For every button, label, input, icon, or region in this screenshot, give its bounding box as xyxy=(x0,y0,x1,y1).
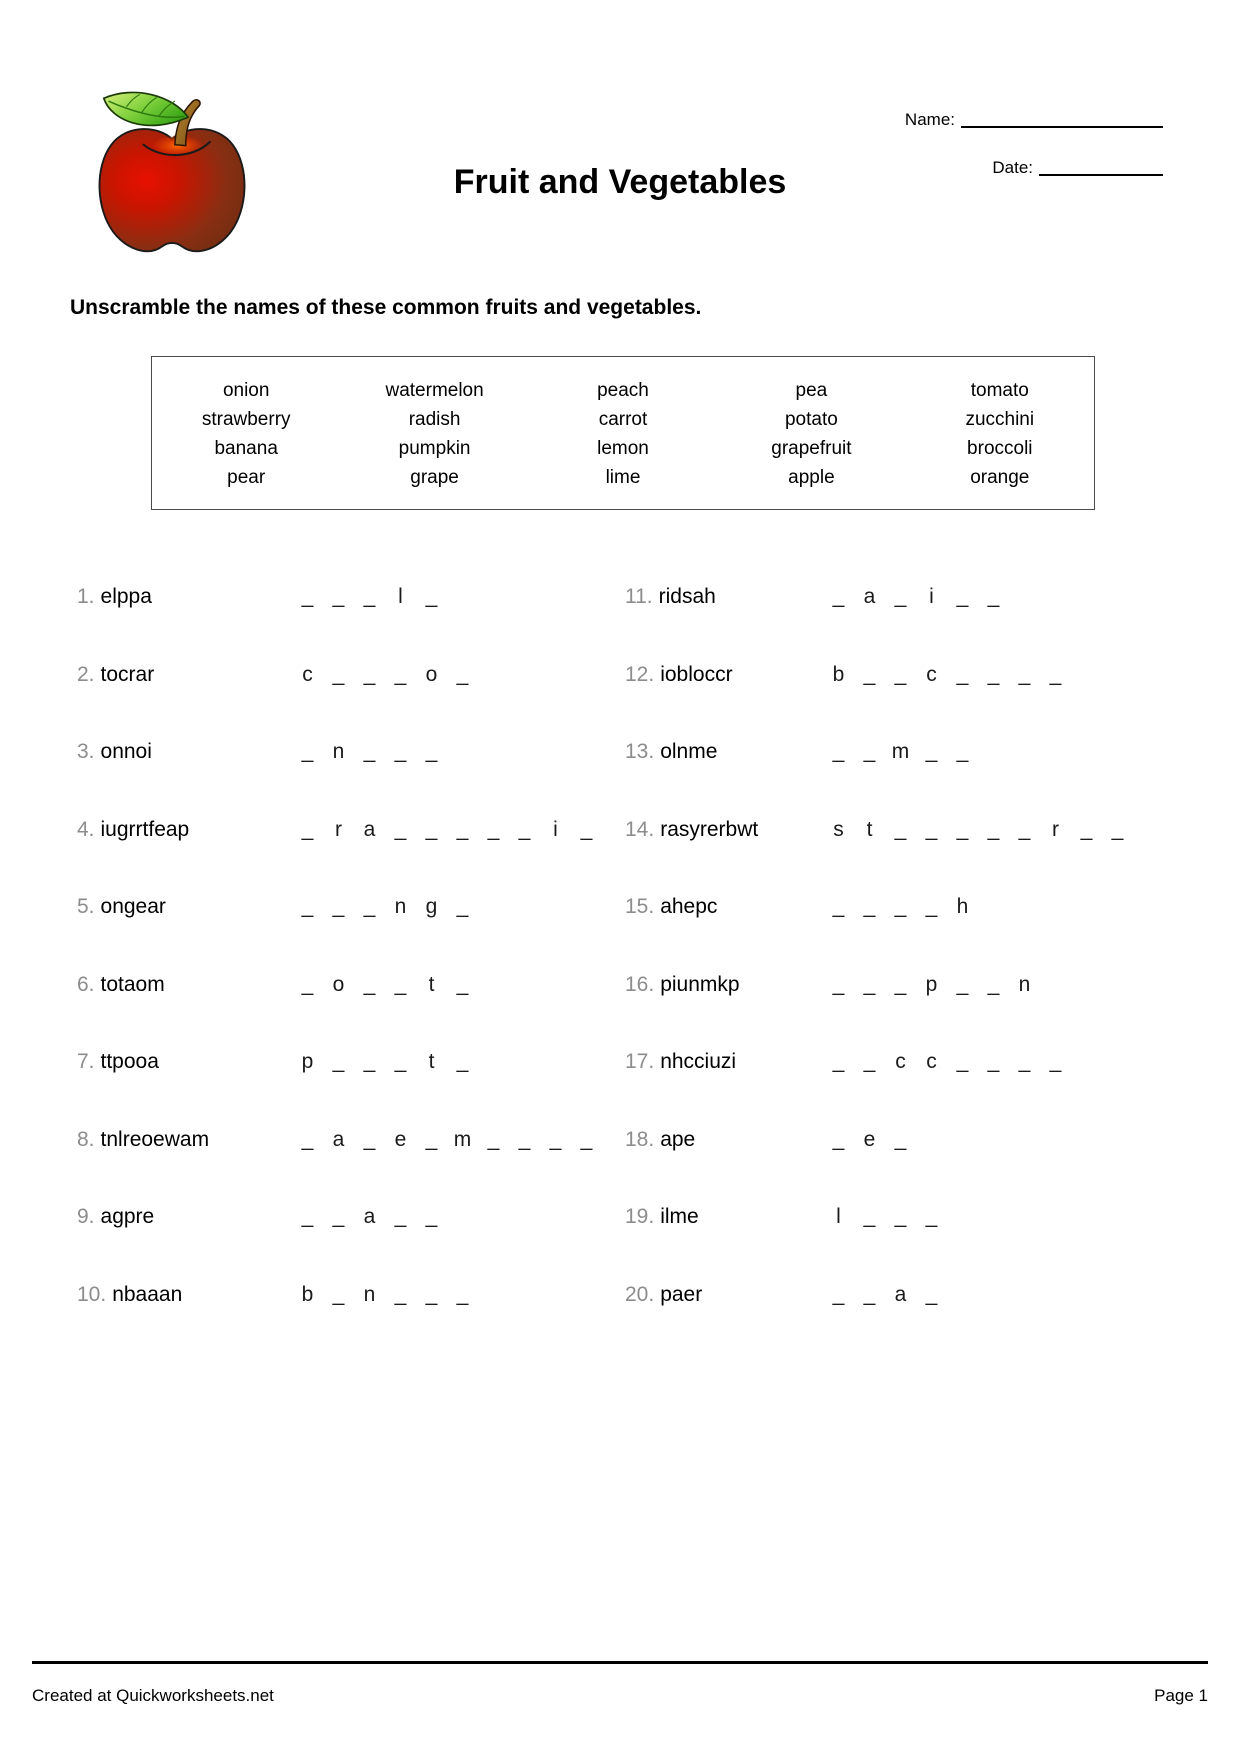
item-number: 18. xyxy=(625,1127,655,1151)
answer-letter-hint: g xyxy=(425,895,438,918)
scrambled-word: agpre xyxy=(100,1205,155,1228)
answer-pattern xyxy=(297,740,452,764)
scrambled-word: olnme xyxy=(660,740,718,763)
answer-blank: _ xyxy=(894,972,907,996)
answer-letter-hint: p xyxy=(301,1050,314,1073)
answer-blank: _ xyxy=(925,895,938,918)
answer-blank: _ xyxy=(332,1050,345,1073)
answer-blank: _ xyxy=(925,1282,938,1306)
answer-blank: _ xyxy=(987,972,1000,996)
word-bank-word: radish xyxy=(408,409,461,430)
answer-letter-hint: o xyxy=(332,972,345,996)
word-bank-word: banana xyxy=(214,438,278,459)
answer-letter-hint: n xyxy=(363,1282,376,1306)
answer-blank: _ xyxy=(894,1127,907,1151)
answer-blank: _ xyxy=(301,817,314,841)
answer-pattern xyxy=(828,1050,1076,1074)
answer-letter-hint: p xyxy=(925,972,938,996)
answer-blank: _ xyxy=(863,662,876,686)
answer-letter-hint: m xyxy=(453,1127,472,1151)
answer-blank: _ xyxy=(394,740,407,763)
answer-letter-hint: n xyxy=(394,895,407,918)
answer-letter-hint: c xyxy=(926,1050,937,1073)
scramble-item xyxy=(625,1282,938,1313)
answer-blank: _ xyxy=(332,895,345,918)
answer-pattern xyxy=(828,663,1076,687)
answer-letter-hint: o xyxy=(425,662,438,686)
answer-blank: _ xyxy=(832,585,845,608)
answer-letter-hint: b xyxy=(832,662,845,686)
item-number: 12. xyxy=(625,662,655,686)
answer-pattern xyxy=(828,818,1138,842)
scrambled-word: ttpooa xyxy=(100,1050,159,1073)
answer-blank: _ xyxy=(456,972,469,996)
answer-letter-hint: e xyxy=(863,1127,876,1151)
answer-blank: _ xyxy=(456,1282,469,1306)
answer-blank: _ xyxy=(1018,662,1031,686)
item-number: 10. xyxy=(77,1282,107,1306)
scramble-item xyxy=(77,817,593,848)
answer-blank: _ xyxy=(301,972,314,996)
scramble-item xyxy=(625,817,1124,848)
answer-letter-hint: a xyxy=(863,585,876,608)
scrambled-word: paer xyxy=(660,1282,703,1306)
item-number: 20. xyxy=(625,1282,655,1306)
answer-blank: _ xyxy=(956,1050,969,1073)
answer-blank: _ xyxy=(987,817,1000,841)
answer-blank: _ xyxy=(549,1127,562,1151)
answer-pattern xyxy=(828,1128,921,1152)
answer-blank: _ xyxy=(425,1127,438,1151)
date-label: Date: xyxy=(992,158,1033,177)
answer-blank: _ xyxy=(456,1050,469,1073)
items-column-left xyxy=(77,585,637,1395)
answer-blank: _ xyxy=(1018,1050,1031,1073)
answer-pattern xyxy=(297,1128,607,1152)
answer-blank: _ xyxy=(332,662,345,686)
answer-letter-hint: a xyxy=(363,1205,376,1228)
answer-blank: _ xyxy=(301,1127,314,1151)
answer-blank: _ xyxy=(363,1050,376,1073)
answer-letter-hint: a xyxy=(363,817,376,841)
answer-blank: _ xyxy=(301,585,314,608)
answer-blank: _ xyxy=(1049,662,1062,686)
answer-blank: _ xyxy=(863,1205,876,1228)
answer-blank: _ xyxy=(956,972,969,996)
date-blank-line xyxy=(1039,170,1163,176)
word-bank-word: grapefruit xyxy=(771,438,852,459)
answer-blank: _ xyxy=(363,662,376,686)
answer-blank: _ xyxy=(456,817,469,841)
answer-blank: _ xyxy=(1111,817,1124,841)
answer-pattern xyxy=(297,585,452,609)
answer-pattern xyxy=(828,973,1045,997)
answer-blank: _ xyxy=(863,972,876,996)
word-bank-word: apple xyxy=(788,467,835,488)
answer-letter-hint: i xyxy=(553,817,558,841)
item-number: 8. xyxy=(77,1127,95,1151)
answer-blank: _ xyxy=(832,1127,845,1151)
scrambled-word: onnoi xyxy=(100,740,152,763)
item-number: 14. xyxy=(625,817,655,841)
answer-pattern xyxy=(297,973,483,997)
answer-pattern xyxy=(297,1050,483,1074)
answer-letter-hint: h xyxy=(956,895,969,918)
word-bank-word: strawberry xyxy=(201,409,291,430)
answer-blank: _ xyxy=(1018,817,1031,841)
instruction-text: Unscramble the names of these common fruits and vegetables. xyxy=(70,296,702,319)
items-column-right xyxy=(625,585,1185,1395)
scramble-item xyxy=(77,1282,469,1313)
answer-blank: _ xyxy=(863,1282,876,1306)
scrambled-word: rasyrerbwt xyxy=(660,817,759,841)
answer-blank: _ xyxy=(518,817,531,841)
answer-letter-hint: l xyxy=(836,1205,841,1228)
word-bank-word: pear xyxy=(227,467,266,488)
answer-blank: _ xyxy=(956,817,969,841)
answer-blank: _ xyxy=(363,740,376,763)
answer-blank: _ xyxy=(332,585,345,608)
answer-blank: _ xyxy=(580,1127,593,1151)
answer-blank: _ xyxy=(456,662,469,686)
answer-blank: _ xyxy=(518,1127,531,1151)
scrambled-word: tocrar xyxy=(100,662,155,686)
answer-blank: _ xyxy=(301,740,314,763)
answer-blank: _ xyxy=(363,895,376,918)
answer-blank: _ xyxy=(832,740,845,763)
answer-pattern xyxy=(828,1283,952,1307)
answer-blank: _ xyxy=(332,1205,345,1228)
item-number: 9. xyxy=(77,1205,95,1228)
footer-divider xyxy=(32,1661,1208,1664)
scrambled-word: ape xyxy=(660,1127,696,1151)
answer-blank: _ xyxy=(363,585,376,608)
answer-blank: _ xyxy=(425,1282,438,1306)
answer-blank: _ xyxy=(956,740,969,763)
answer-blank: _ xyxy=(925,740,938,763)
scramble-item xyxy=(625,972,1031,1003)
word-bank-word: watermelon xyxy=(385,380,484,401)
answer-blank: _ xyxy=(925,817,938,841)
name-blank-line xyxy=(961,122,1163,128)
answer-blank: _ xyxy=(394,1282,407,1306)
scramble-item xyxy=(77,1050,469,1080)
answer-letter-hint: c xyxy=(302,662,313,686)
item-number: 19. xyxy=(625,1205,655,1228)
word-bank-word: tomato xyxy=(970,380,1029,401)
scrambled-word: iobloccr xyxy=(660,662,733,686)
word-bank-word: pumpkin xyxy=(398,438,471,459)
answer-blank: _ xyxy=(832,1282,845,1306)
word-bank-word: peach xyxy=(597,380,649,401)
answer-letter-hint: i xyxy=(929,585,934,608)
answer-blank: _ xyxy=(456,895,469,918)
answer-letter-hint: c xyxy=(926,662,937,686)
word-bank-word: pea xyxy=(795,380,828,401)
answer-blank: _ xyxy=(987,1050,1000,1073)
answer-letter-hint: r xyxy=(335,817,342,841)
item-number: 11. xyxy=(625,585,653,608)
scrambled-word: nhcciuzi xyxy=(660,1050,737,1073)
item-number: 4. xyxy=(77,817,95,841)
answer-letter-hint: n xyxy=(332,740,345,763)
item-number: 7. xyxy=(77,1050,95,1073)
scramble-item xyxy=(77,972,469,1003)
answer-blank: _ xyxy=(487,817,500,841)
scramble-item xyxy=(77,662,469,693)
answer-blank: _ xyxy=(394,662,407,686)
name-field xyxy=(905,110,1163,130)
page-number: Page 1 xyxy=(1154,1686,1208,1705)
answer-letter-hint: a xyxy=(894,1282,907,1306)
answer-blank: _ xyxy=(894,1205,907,1228)
scrambled-word: ahepc xyxy=(660,895,718,918)
answer-letter-hint: t xyxy=(428,1050,435,1073)
answer-blank: _ xyxy=(301,1205,314,1228)
scramble-item xyxy=(77,1127,593,1158)
scrambled-word: tnlreoewam xyxy=(100,1127,210,1151)
answer-blank: _ xyxy=(1049,1050,1062,1073)
scrambled-word: ilme xyxy=(660,1205,699,1228)
answer-blank: _ xyxy=(894,585,907,608)
item-number: 13. xyxy=(625,740,655,763)
scramble-item xyxy=(625,895,969,925)
scrambled-word: elppa xyxy=(100,585,152,608)
answer-letter-hint: r xyxy=(1052,817,1059,841)
item-number: 16. xyxy=(625,972,655,996)
scramble-item xyxy=(625,662,1062,693)
scrambled-word: nbaaan xyxy=(112,1282,183,1306)
item-number: 5. xyxy=(77,895,95,918)
answer-letter-hint: t xyxy=(866,817,873,841)
answer-blank: _ xyxy=(487,1127,500,1151)
item-number: 1. xyxy=(77,585,95,608)
answer-blank: _ xyxy=(425,585,438,608)
name-label: Name: xyxy=(904,110,955,129)
word-bank-word: grape xyxy=(410,467,459,488)
scramble-item xyxy=(625,1205,938,1235)
answer-blank: _ xyxy=(987,585,1000,608)
scrambled-word: piunmkp xyxy=(660,972,740,996)
answer-blank: _ xyxy=(394,1205,407,1228)
date-field xyxy=(905,158,1163,178)
answer-blank: _ xyxy=(394,1050,407,1073)
answer-pattern xyxy=(297,1283,483,1307)
answer-blank: _ xyxy=(832,972,845,996)
answer-letter-hint: m xyxy=(891,740,910,763)
word-bank-word: zucchini xyxy=(965,409,1035,430)
word-bank-word: lime xyxy=(605,467,641,488)
scramble-item xyxy=(77,1205,438,1235)
answer-blank: _ xyxy=(363,1127,376,1151)
word-bank-word: orange xyxy=(970,467,1030,488)
answer-blank: _ xyxy=(425,817,438,841)
item-number: 2. xyxy=(77,662,95,686)
answer-letter-hint: a xyxy=(332,1127,345,1151)
answer-blank: _ xyxy=(332,1282,345,1306)
answer-pattern xyxy=(297,895,483,919)
word-bank-word: onion xyxy=(222,380,270,401)
word-bank-word: potato xyxy=(784,409,838,430)
answer-pattern xyxy=(828,585,1014,609)
answer-blank: _ xyxy=(1080,817,1093,841)
answer-letter-hint: c xyxy=(895,1050,906,1073)
scrambled-word: ongear xyxy=(100,895,166,918)
answer-blank: _ xyxy=(394,972,407,996)
word-bank-word: carrot xyxy=(598,409,648,430)
answer-blank: _ xyxy=(894,662,907,686)
footer-credit: Created at Quickworksheets.net xyxy=(32,1686,274,1705)
answer-blank: _ xyxy=(987,662,1000,686)
answer-letter-hint: t xyxy=(428,972,435,996)
name-date-block xyxy=(905,110,1163,178)
scramble-item xyxy=(625,1127,907,1158)
answer-pattern xyxy=(297,1205,452,1229)
scramble-item xyxy=(77,585,438,615)
answer-blank: _ xyxy=(863,895,876,918)
answer-letter-hint: b xyxy=(301,1282,314,1306)
answer-blank: _ xyxy=(894,817,907,841)
answer-pattern xyxy=(297,818,607,842)
answer-blank: _ xyxy=(894,895,907,918)
answer-blank: _ xyxy=(580,817,593,841)
answer-letter-hint: l xyxy=(398,585,403,608)
answer-blank: _ xyxy=(863,740,876,763)
answer-blank: _ xyxy=(863,1050,876,1073)
answer-pattern xyxy=(828,895,983,919)
word-bank-word: lemon xyxy=(597,438,649,459)
answer-pattern xyxy=(828,1205,952,1229)
scrambled-word: totaom xyxy=(100,972,165,996)
item-number: 15. xyxy=(625,895,655,918)
scramble-item xyxy=(77,740,438,770)
answer-blank: _ xyxy=(956,662,969,686)
scrambled-word: iugrrtfeap xyxy=(100,817,190,841)
item-number: 17. xyxy=(625,1050,655,1073)
answer-blank: _ xyxy=(425,1205,438,1228)
answer-letter-hint: s xyxy=(833,817,844,841)
word-bank-word: broccoli xyxy=(967,438,1033,459)
item-number: 3. xyxy=(77,740,95,763)
scramble-item xyxy=(77,895,469,925)
answer-blank: _ xyxy=(956,585,969,608)
answer-blank: _ xyxy=(425,740,438,763)
item-number: 6. xyxy=(77,972,95,996)
answer-letter-hint: e xyxy=(394,1127,407,1151)
scramble-item xyxy=(625,1050,1062,1080)
scramble-item xyxy=(625,740,969,770)
answer-blank: _ xyxy=(301,895,314,918)
answer-pattern xyxy=(297,663,483,687)
scrambled-word: ridsah xyxy=(658,585,716,608)
answer-blank: _ xyxy=(832,1050,845,1073)
scramble-item xyxy=(625,585,1000,615)
answer-blank: _ xyxy=(925,1205,938,1228)
word-bank-box xyxy=(151,356,1095,510)
page-title: Fruit and Vegetables xyxy=(453,163,787,201)
answer-blank: _ xyxy=(363,972,376,996)
answer-letter-hint: n xyxy=(1018,972,1031,996)
answer-pattern xyxy=(828,740,983,764)
answer-blank: _ xyxy=(832,895,845,918)
answer-blank: _ xyxy=(394,817,407,841)
